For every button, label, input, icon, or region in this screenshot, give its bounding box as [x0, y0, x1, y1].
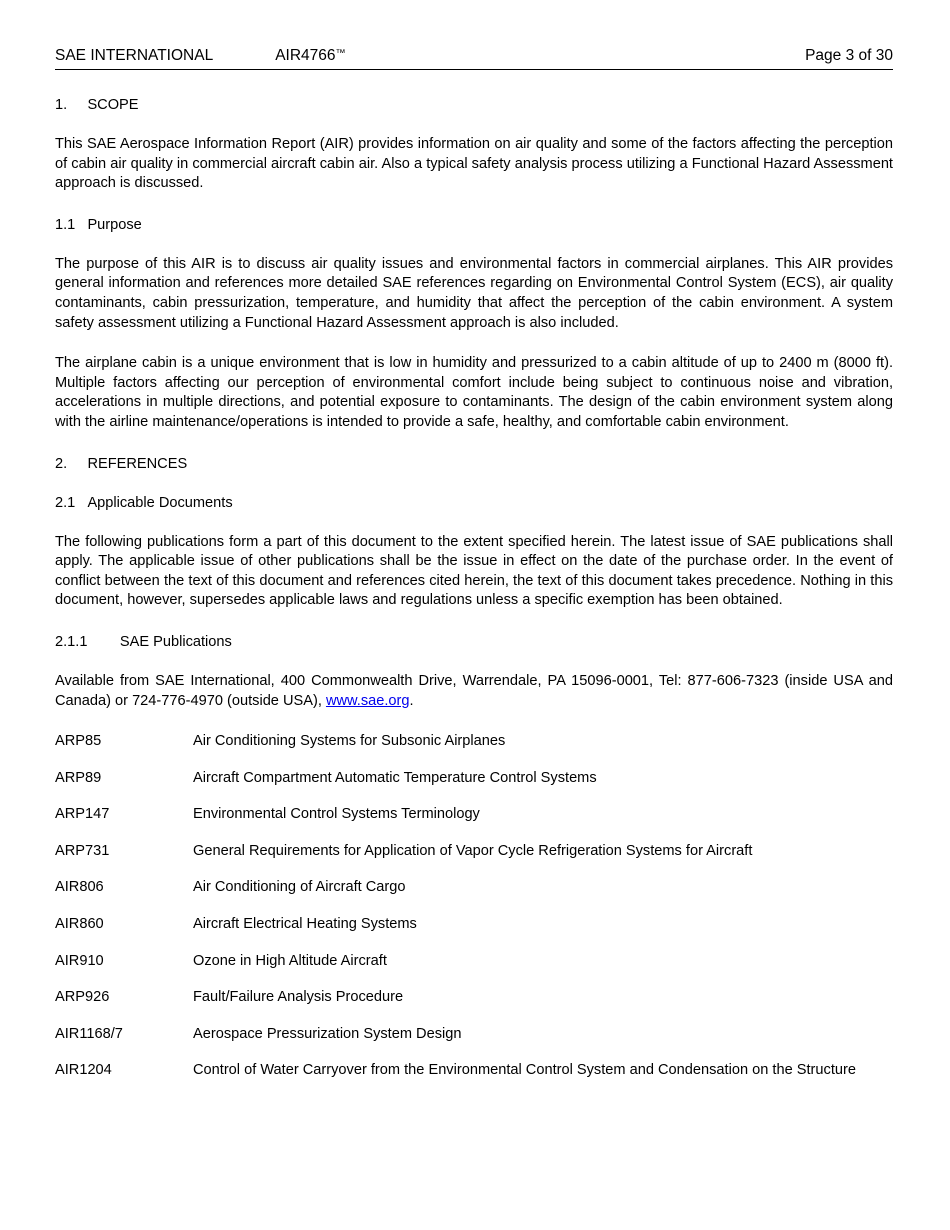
publication-title: Air Conditioning of Aircraft Cargo: [193, 879, 406, 896]
publication-title: Ozone in High Altitude Aircraft: [193, 952, 387, 969]
publication-row: [55, 1061, 893, 1081]
publication-title: Air Conditioning Systems for Subsonic Airplanes: [193, 733, 506, 750]
publication-id: AIR1168/7: [55, 1025, 123, 1042]
heading-applicable-documents: 2.1 Applicable Documents: [55, 494, 233, 511]
publication-id: AIR806: [55, 879, 104, 896]
publication-title: General Requirements for Application of Vapor Cycle Refrigeration Systems for Aircraft: [193, 842, 753, 859]
heading-references: 2. REFERENCES: [55, 455, 188, 472]
publication-title: Control of Water Carryover from the Environmental Control System and Condensation on the Structure: [193, 1062, 856, 1079]
trademark-symbol: ™: [335, 48, 346, 59]
header-organization: SAE INTERNATIONAL: [55, 47, 214, 65]
paragraph-scope: This SAE Aerospace Information Report (AIR) provides information on air quality and some of the factors affecting the perception of cabin air quality in commercial aircraft cabin air. Also a typical safety analysis process utilizing a Functional Hazard Assessment approach is discussed.: [55, 136, 893, 192]
publication-id: AIR860: [55, 916, 104, 933]
publication-row: [55, 805, 893, 825]
availability-text-before-link: Available from SAE International, 400 Commonwealth Drive, Warrendale, PA 15096-0001, Tel: 877-606-7323 (inside USA and Canada) or 724-776-4970 (outside USA),: [55, 672, 893, 709]
publication-id: ARP731: [55, 842, 110, 859]
publication-title: Fault/Failure Analysis Procedure: [193, 989, 404, 1006]
header-document-number: [275, 44, 345, 65]
document-body: [55, 96, 893, 1081]
paragraph-purpose-2: The airplane cabin is a unique environment that is low in humidity and pressurized to a cabin altitude of up to 2400 m (8000 ft). Multiple factors affecting our perception of environmental comfort include being subject to continuous noise and vibration, accelerations in multiple directions, and potential exposure to contaminants. The design of the cabin environment system along with the airline maintenance/operations is intended to provide a safe, healthy, and comfortable cabin environment.: [55, 355, 893, 430]
publication-id: ARP926: [55, 989, 110, 1006]
heading-scope: 1. SCOPE: [55, 97, 139, 113]
publication-row: [55, 769, 893, 789]
publication-row: [55, 952, 893, 972]
publication-row: [55, 1025, 893, 1045]
publication-id: ARP85: [55, 733, 102, 750]
publication-reference-list: [55, 732, 893, 1081]
publication-row: [55, 842, 893, 862]
heading-purpose: 1.1 Purpose: [55, 216, 142, 233]
page-header: [55, 44, 893, 70]
publication-title: Aircraft Electrical Heating Systems: [193, 916, 417, 933]
availability-text-after-link: .: [409, 692, 414, 709]
publication-title: Environmental Control Systems Terminology: [193, 806, 480, 823]
publication-id: AIR910: [55, 952, 104, 969]
header-page-number: Page 3 of 30: [805, 47, 893, 65]
sae-website-link[interactable]: www.sae.org: [325, 692, 410, 709]
publication-row: [55, 732, 893, 752]
publication-title: Aircraft Compartment Automatic Temperature Control Systems: [193, 769, 597, 786]
paragraph-applicable-documents: The following publications form a part of this document to the extent specified herein. The latest issue of SAE publications shall apply. The applicable issue of other publications shall be the issue in effect on the date of the purchase order. In the event of conflict between the text of this document and references cited herein, the text of this document takes precedence. Nothing in this document, however, supersedes applicable laws and regulations unless a specific exemption has been obtained.: [55, 533, 893, 609]
header-document-id: AIR4766: [275, 47, 336, 65]
publication-title: Aerospace Pressurization System Design: [193, 1025, 462, 1042]
publication-row: [55, 915, 893, 935]
publication-id: ARP89: [55, 769, 102, 786]
paragraph-availability: [55, 672, 893, 711]
publication-id: AIR1204: [55, 1062, 112, 1079]
publication-id: ARP147: [55, 806, 110, 823]
paragraph-purpose-1: The purpose of this AIR is to discuss air quality issues and environmental factors in commercial airplanes. This AIR provides general information and references more detailed SAE references regarding on Environmental Control System (ECS), air quality contaminants, cabin pressurization, temperature, and humidity that affect the perception of the cabin environment. A system safety assessment utilizing a Functional Hazard Assessment approach is also included.: [55, 255, 893, 331]
publication-row: [55, 878, 893, 898]
publication-row: [55, 988, 893, 1008]
heading-sae-publications: 2.1.1 SAE Publications: [55, 633, 232, 650]
